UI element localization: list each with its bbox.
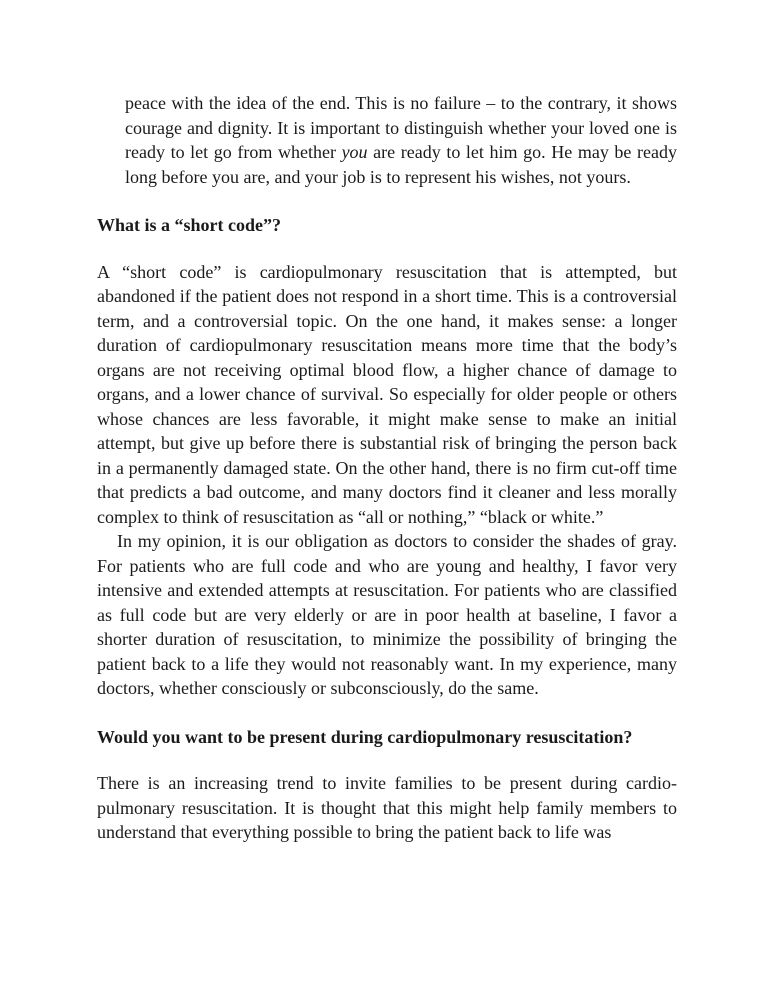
present-during-cpr-paragraph-1: There is an increasing trend to invite families to be present during cardiopulmonary resuscitation. It is thought that this might help family members to understand that everything possible to bring the patient back to life was bbox=[97, 773, 677, 842]
section-heading-short-code: What is a “short code”? bbox=[97, 215, 281, 235]
section-heading-present-during-cpr: Would you want to be present during cardiopulmonary resuscitation? bbox=[97, 726, 633, 747]
document-page bbox=[97, 91, 677, 845]
short-code-paragraph-2: In my opinion, it is our obligation as doctors to consider the shades of gray. For patients who are full code and who are young and healthy, I favor very intensive and extended attempts at resuscitation. For patients who are classified as full code but are very elderly or are in poor health at baseline, I favor a shorter duration of resuscitation, to minimize the possibility of bringing the patient back to a life they would not reasonably want. In my experience, many doctors, whether consciously or subconsciously, do the same. bbox=[97, 531, 677, 698]
quote-emphasis: you bbox=[341, 142, 368, 162]
block-quote bbox=[97, 91, 677, 189]
quote-text-end: are ready to let him go. He may be ready long before you are, and your job is to represent his wishes, not yours. bbox=[125, 142, 677, 187]
short-code-paragraph-1: A “short code” is cardiopulmonary resuscitation that is attempted, but abandoned if the patient does not respond in a short time. This is a controversial term, and a controversial topic. On the one hand, it makes sense: a longer duration of cardiopulmonary resuscitation means more time that the body’s organs are not receiving optimal blood flow, a higher chance of damage to organs, and a lower chance of survival. So especially for older people or others whose chances are less favorable, it might make sense to make an initial attempt, but give up before there is substantial risk of bringing the person back in a permanently damaged state. On the other hand, there is no firm cut-off time that predicts a bad outcome, and many doctors find it cleaner and less morally complex to think of resuscitation as “all or nothing,” “black or white.” bbox=[97, 261, 677, 527]
quote-text-start: peace with the idea of the end. This is no failure – to the contrary, it shows courage and dignity. It is important to distinguish whether your loved one is ready to let go from whether bbox=[125, 93, 677, 162]
